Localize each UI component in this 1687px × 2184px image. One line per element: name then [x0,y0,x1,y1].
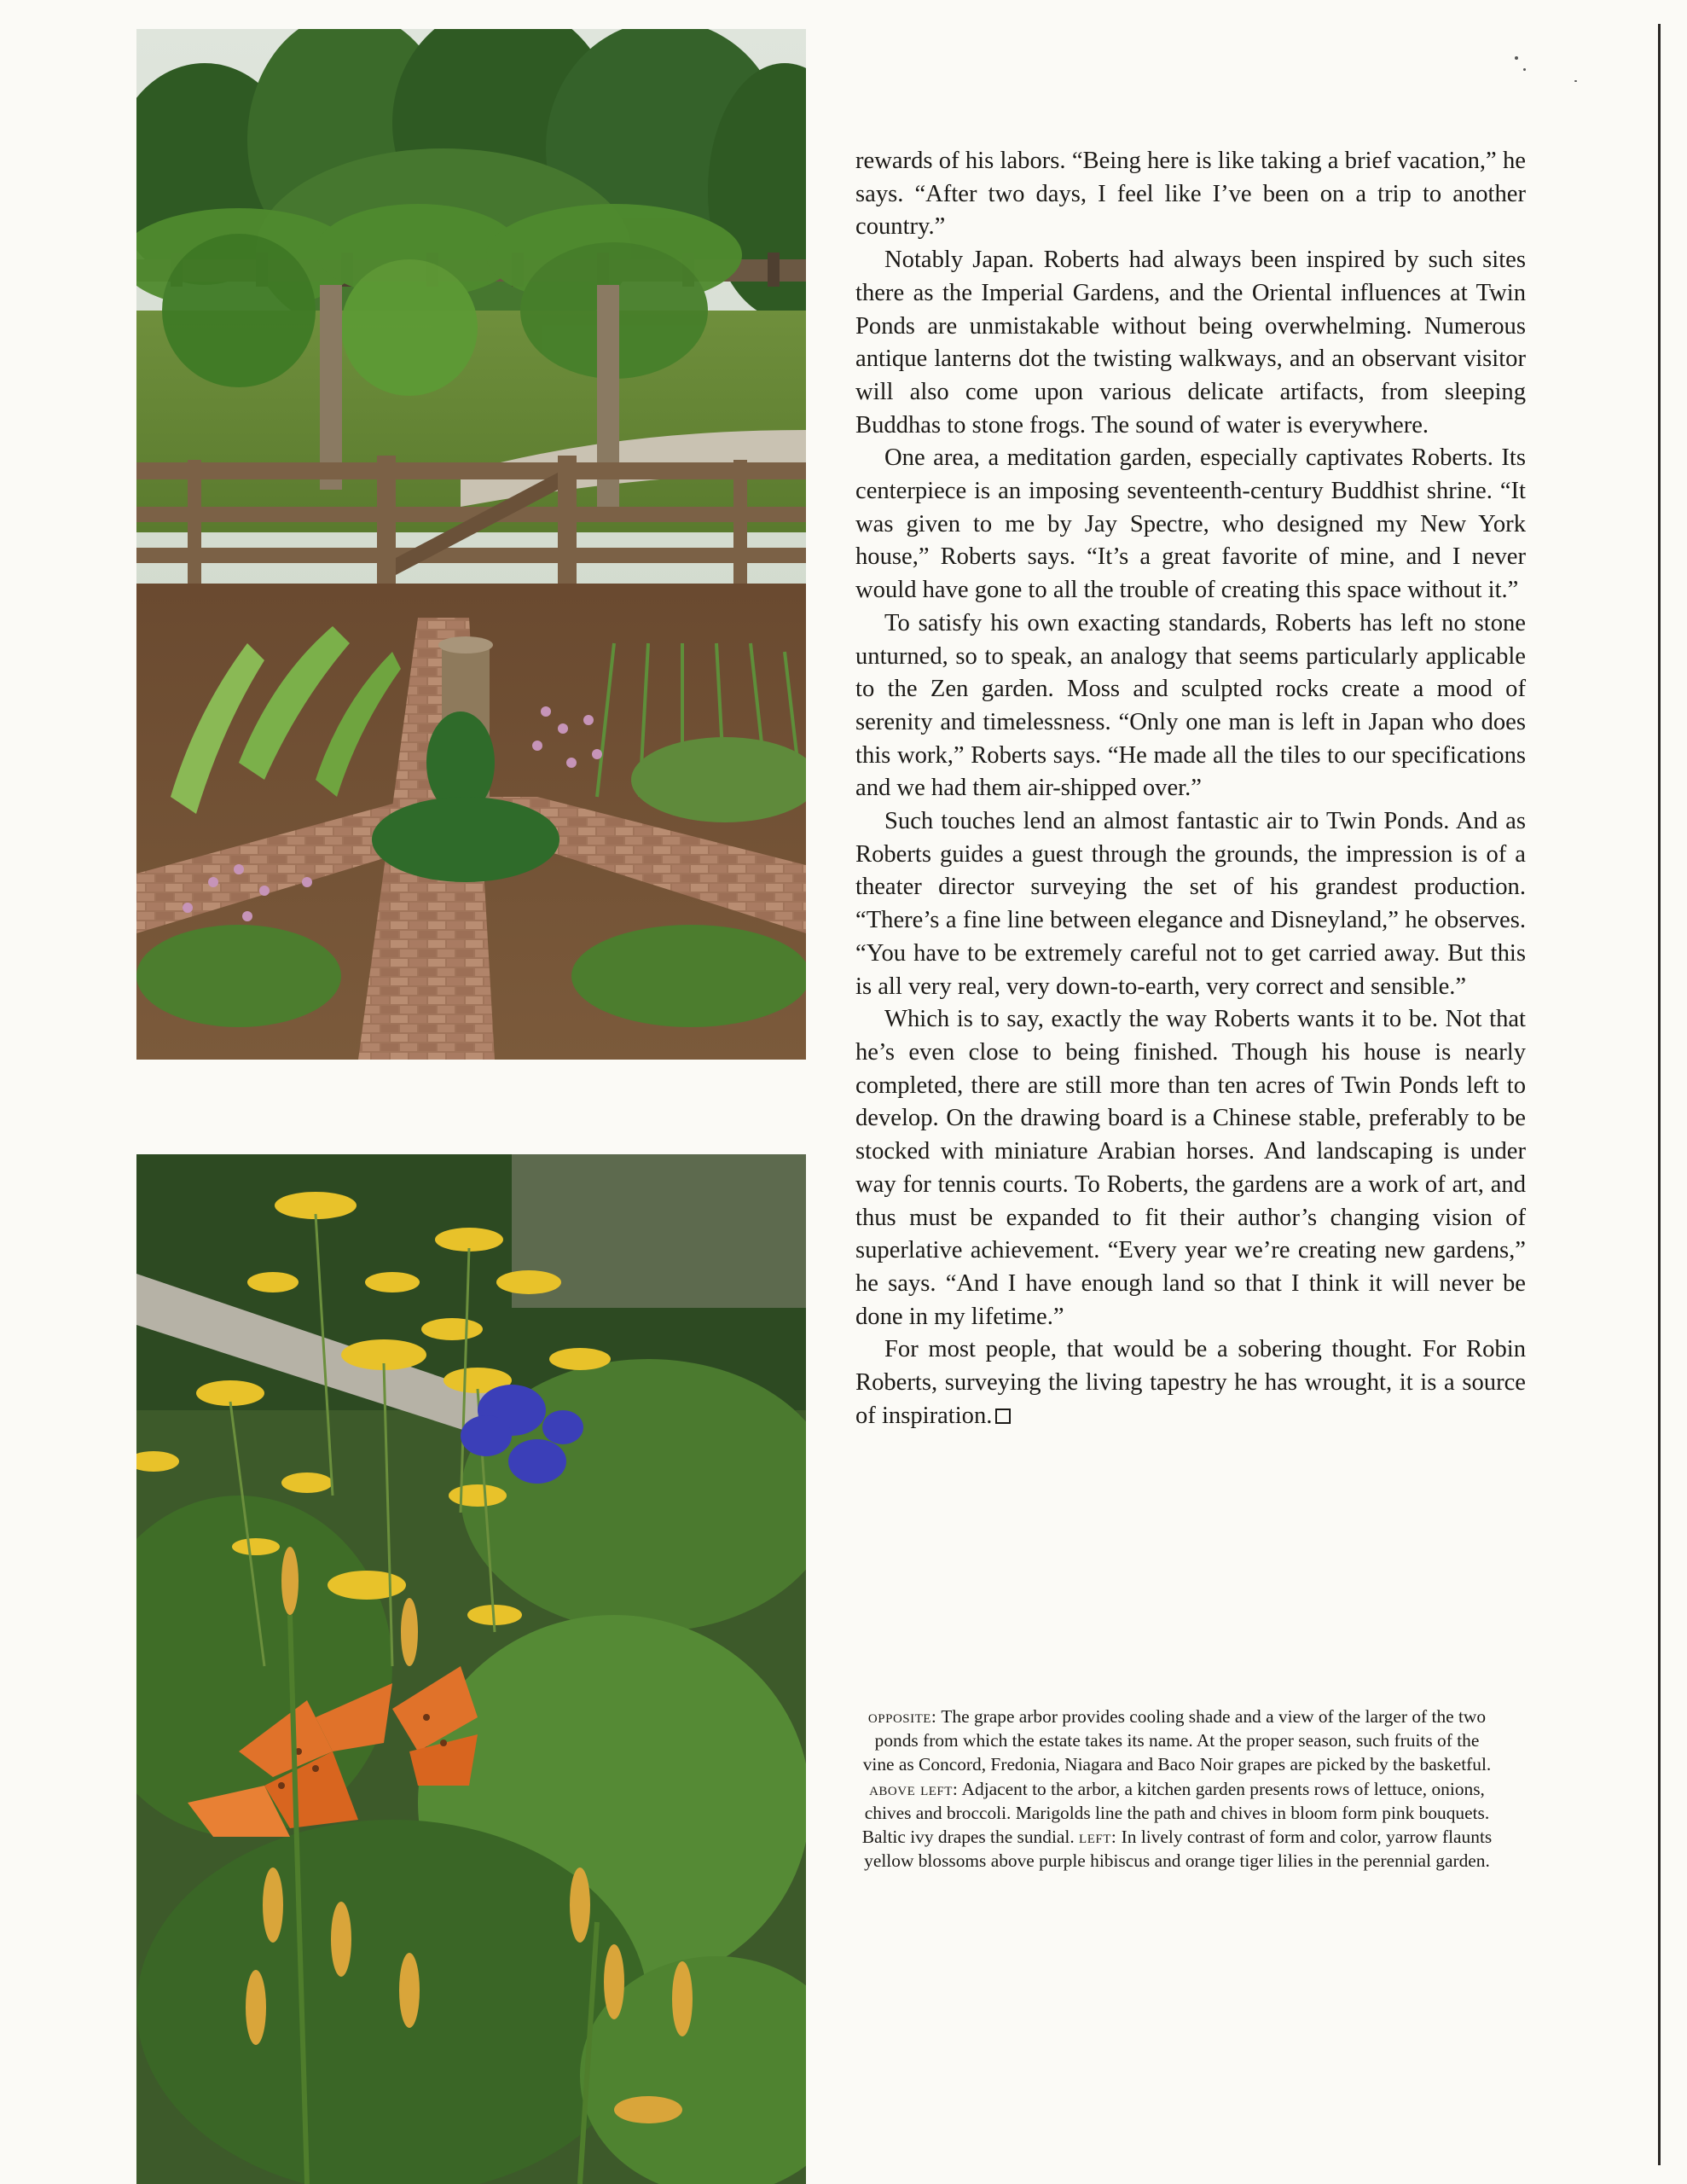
article-paragraph-final [855,1333,1526,1432]
article-paragraph: Which is to say, exactly the way Roberts wants it to be. Not that he’s even close to being finished. Though his house is nearly completed, there are still more than ten acres of Twin Ponds left to develop. On the drawing board is a Chinese stable, preferably to be stocked with miniature Arabian horses. And landscaping is under way for tennis courts. To Roberts, the gardens are a work of art, and thus must be expanded to fit their author’s changing vision of superlative achievement. “Every year we’re creating new gardens,” he says. “And I have enough land so that I think it will never be done in my lifetime.” [855,1006,1526,1330]
end-of-article-mark [995,1409,1011,1424]
page-edge-line [1658,24,1661,2165]
caption-label-left: left: [1079,1827,1117,1848]
article-paragraph: Such touches lend an almost fantastic air to Twin Ponds. And as Roberts guides a guest through the grounds, the impression is of a theater director surveying the set of his grandest production. “There’s a fine line between elegance and Disneyland,” he observes. “You have to be extremely careful not to get carried away. But this is all very real, very down-to-earth, very correct and sensible.” [855,808,1526,1000]
print-speck [1523,68,1526,71]
article-paragraph: rewards of his labors. “Being here is like taking a brief vacation,” he says. “After two days, I feel like I’ve been on a trip to another country.” [855,148,1526,241]
caption-text-above-left: Adjacent to the arbor, a kitchen garden presents rows of lettuce, onions, chives and broccoli. Marigolds line the path and chives in bloom form pink bouquets. Baltic ivy drapes the sundial. [861,1778,1490,1848]
article-paragraph: Notably Japan. Roberts had always been inspired by such sites there as the Imperial Gardens, and the Oriental influences at Twin Ponds are unmistakable without being overwhelming. Numerous antique lanterns dot the twisting walkways, and an observant visitor will also come upon various delicate artifacts, from sleeping Buddhas to stone frogs. The sound of water is everywhere. [855,247,1526,439]
article-paragraph: To satisfy his own exacting standards, Roberts has left no stone unturned, so to speak, an analogy that seems particularly applicable to the Zen garden. Moss and sculpted rocks create a mood of serenity and timelessness. “Only one man is left in Japan who does this work,” Roberts says. “He made all the tiles to our specifications and we had them air-shipped over.” [855,609,1526,802]
photo-caption [861,1705,1493,1873]
caption-label-above-left: above left: [869,1778,959,1799]
garden-arbor-photo [136,29,806,1060]
caption-text-left: In lively contrast of form and color, yarrow flaunts yellow blossoms above purple hibiscus and orange tiger lilies in the perennial garden. [864,1827,1493,1872]
caption-text-opposite: The grape arbor provides cooling shade and a view of the larger of the two ponds from which the estate takes its name. At the proper season, such fruits of the vine as Concord, Fredonia, Niagara and Baco Noir grapes are picked by the basketful. [862,1706,1492,1775]
print-speck [1515,56,1518,60]
article-paragraph: One area, a meditation garden, especially captivates Roberts. Its centerpiece is an imposing seventeenth-century Buddhist shrine. “It was given to me by Jay Spectre, who designed my New York house,” Roberts says. “It’s a great favorite of mine, and I never would have gone to all the trouble of creating this space without it.” [855,444,1526,604]
article-paragraph-final-text: For most people, that would be a sobering thought. For Robin Roberts, surveying the living tapestry he has wrought, it is a source of inspiration. [855,1336,1526,1429]
article-body [855,145,1526,1432]
caption-label-opposite: opposite: [867,1706,937,1727]
print-speck [1574,80,1577,82]
perennial-flowers-photo [136,1154,806,2184]
